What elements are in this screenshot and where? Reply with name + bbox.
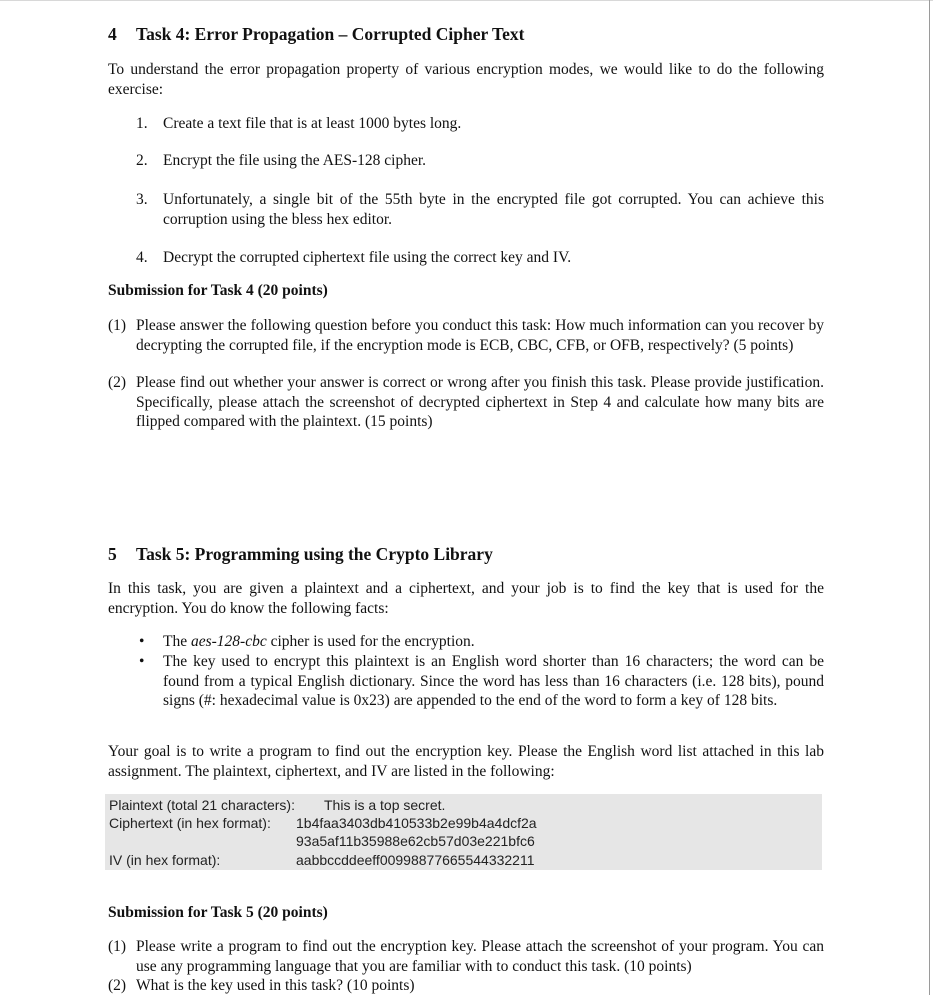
task5-question-2 bbox=[108, 976, 824, 996]
task4-submission-title: Submission for Task 4 (20 points) bbox=[108, 282, 328, 299]
question-number: (2) bbox=[108, 374, 127, 391]
task5-goal: Your goal is to write a program to find out the encryption key. Please the English word list attached in this lab assignment. The plaintext, ciphertext, and IV are listed in the following: bbox=[108, 743, 824, 780]
task4-step-4 bbox=[136, 248, 824, 268]
ciphertext-label: Ciphertext (in hex format): bbox=[109, 815, 271, 831]
plaintext-row bbox=[109, 797, 446, 813]
task5-bullet-2 bbox=[139, 652, 824, 711]
right-border bbox=[929, 0, 930, 995]
task5-question-1 bbox=[108, 937, 824, 976]
step-number: 2. bbox=[136, 152, 148, 169]
ciphertext-line-1: 1b4faa3403db410533b2e99b4a4dcf2a bbox=[296, 815, 537, 831]
ciphertext-row bbox=[109, 815, 537, 831]
question-number: (1) bbox=[108, 317, 127, 334]
step-number: 4. bbox=[136, 249, 148, 266]
step-text: Decrypt the corrupted ciphertext file using the correct key and IV. bbox=[163, 249, 572, 266]
question-text: What is the key used in this task? (10 points) bbox=[136, 977, 415, 994]
question-text: Please write a program to find out the encryption key. Please attach the screenshot of your program. You can use any programming language that you are familiar with to conduct this task. (10 points) bbox=[136, 938, 824, 975]
task5-bullet-1 bbox=[139, 632, 824, 652]
step-text: Encrypt the file using the AES-128 cipher. bbox=[163, 152, 427, 169]
question-number: (2) bbox=[108, 977, 127, 994]
bullet-dot: • bbox=[139, 653, 145, 670]
question-text: Please find out whether your answer is correct or wrong after you finish this task. Please provide justification. Specifically, please attach the screenshot of decrypted ciphertext in Step 4 and calculate how many bits are flipped compared with the plaintext. (15 points) bbox=[136, 374, 824, 430]
task5-intro: In this task, you are given a plaintext and a ciphertext, and your job is to find the key that is used for the encryption. You do know the following facts: bbox=[108, 580, 824, 617]
task4-number: 4 bbox=[108, 24, 117, 44]
task5-title: Task 5: Programming using the Crypto Library bbox=[136, 544, 493, 564]
task4-question-2 bbox=[108, 373, 824, 432]
crypto-values-box bbox=[105, 794, 822, 870]
iv-label: IV (in hex format): bbox=[109, 852, 221, 868]
bullet-text: The key used to encrypt this plaintext is an English word shorter than 16 characters; the word can be found from a typical English dictionary. Since the word has less than 16 characters (i.e. 128 bits), pound signs (#: hexadecimal value is 0x23) are appended to the end of the word to form a key of 128 bits. bbox=[163, 653, 824, 709]
bullet-text: The aes-128-cbc cipher is used for the encryption. bbox=[163, 633, 475, 650]
question-number: (1) bbox=[108, 938, 127, 955]
step-text: Unfortunately, a single bit of the 55th byte in the encrypted file got corrupted. You can achieve this corruption using the bless hex editor. bbox=[163, 191, 824, 228]
cipher-name: aes-128-cbc bbox=[190, 633, 267, 650]
step-number: 1. bbox=[136, 115, 148, 132]
question-text: Please answer the following question before you conduct this task: How much information can you recover by decrypting the corrupted file, if the encryption mode is ECB, CBC, CFB, or OFB, respectively? (5 points) bbox=[136, 317, 824, 354]
task5-submission-title: Submission for Task 5 (20 points) bbox=[108, 904, 328, 921]
iv-value: aabbccddeeff00998877665544332211 bbox=[296, 852, 535, 868]
task4-step-1 bbox=[136, 114, 824, 134]
ciphertext-line-2: 93a5af11b35988e62cb57d03e221bfc6 bbox=[296, 833, 535, 849]
task4-step-2 bbox=[136, 151, 824, 171]
bullet-dot: • bbox=[139, 633, 145, 650]
step-text: Create a text file that is at least 1000 bytes long. bbox=[163, 115, 462, 132]
top-border bbox=[0, 0, 933, 1]
plaintext-value: This is a top secret. bbox=[324, 797, 446, 813]
task4-title: Task 4: Error Propagation – Corrupted Cipher Text bbox=[136, 24, 525, 44]
task5-heading bbox=[108, 544, 493, 565]
task4-intro: To understand the error propagation property of various encryption modes, we would like to do the following exercise: bbox=[108, 61, 824, 98]
iv-row bbox=[109, 852, 535, 868]
task4-step-3 bbox=[136, 190, 824, 229]
task4-heading bbox=[108, 24, 524, 45]
step-number: 3. bbox=[136, 191, 148, 208]
plaintext-label: Plaintext (total 21 characters): bbox=[109, 797, 295, 813]
task4-question-1 bbox=[108, 316, 824, 355]
task5-number: 5 bbox=[108, 544, 117, 564]
